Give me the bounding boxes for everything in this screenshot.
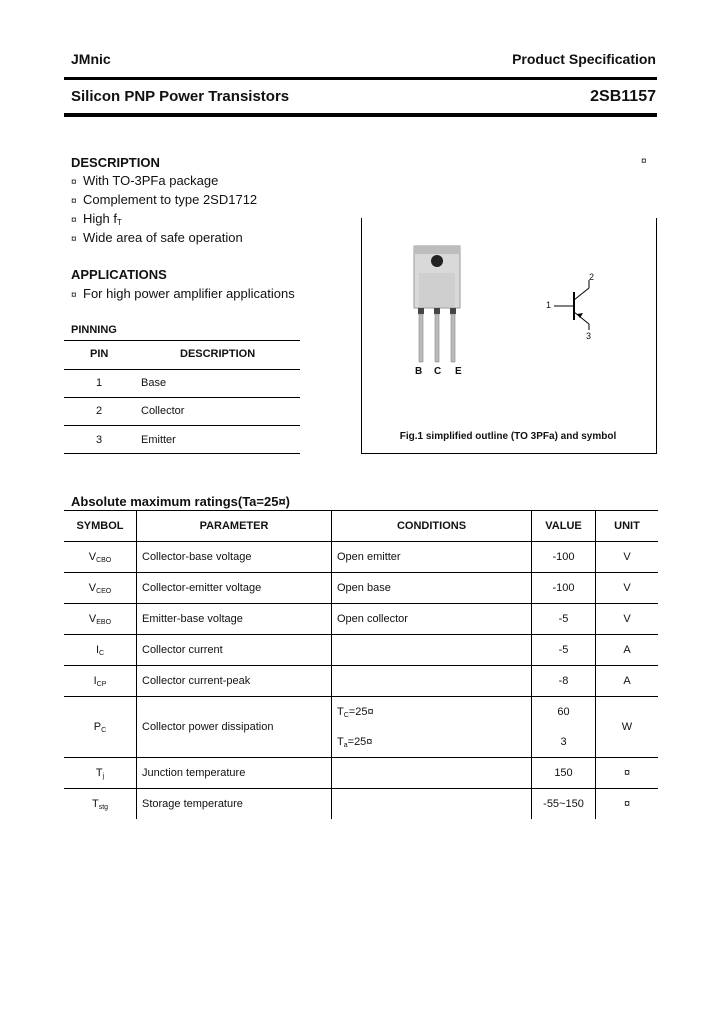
symbol-cell: $T_{stg}$: [64, 789, 137, 820]
table-row: [64, 758, 658, 789]
unit-cell: V: [596, 542, 659, 573]
table-header-row: [64, 511, 658, 542]
list-item: ¤ Complement to type 2SD1712: [71, 192, 258, 207]
description-heading: DESCRIPTION: [71, 155, 160, 170]
parameter-cell: Collector power dissipation: [137, 697, 332, 758]
pin-number: 1: [96, 377, 103, 389]
symbol-cell: $I_C$: [64, 635, 137, 666]
unit-cell: V: [596, 604, 659, 635]
table-rule: [64, 340, 300, 341]
bullet-icon: ¤: [71, 196, 77, 207]
unit-cell: ¤: [623, 798, 631, 810]
value-cell: -55~150: [532, 789, 596, 820]
doc-type: Product Specification: [512, 51, 656, 67]
bullet-icon: ¤: [71, 215, 77, 226]
unit-cell: V: [596, 573, 659, 604]
symbol-cell: $T_j$: [64, 758, 137, 789]
col-value: VALUE: [532, 511, 596, 542]
brand-name: JMnic: [71, 51, 111, 67]
pinning-heading: PINNING: [71, 324, 117, 336]
header-rule: [64, 77, 657, 80]
table-row: [64, 573, 658, 604]
symbol-pin-2: 2: [589, 272, 595, 282]
corner-mark: ¤: [641, 156, 647, 167]
parameter-cell: Junction temperature: [137, 758, 332, 789]
symbol-cell: $I_{CP}$: [64, 666, 137, 697]
value-cell: -100: [532, 542, 596, 573]
table-row: [64, 697, 658, 758]
pin-description: Base: [141, 377, 167, 389]
condition-tc: $T_C=25¤$: [337, 706, 374, 719]
conditions-cell: [332, 789, 532, 820]
lead-emitter: [451, 314, 455, 362]
conditions-cell: Open collector: [332, 604, 532, 635]
unit-cell: A: [596, 666, 659, 697]
conditions-cell: [332, 758, 532, 789]
table-row: [64, 604, 658, 635]
table-row: [64, 789, 658, 820]
title-rule: [64, 113, 657, 117]
pin-number: 3: [96, 434, 103, 446]
page-title: Silicon PNP Power Transistors: [71, 88, 290, 105]
value-cell: 150: [532, 758, 596, 789]
conditions-cell: [332, 666, 532, 697]
conditions-cell: [332, 635, 532, 666]
table-rule: [64, 453, 300, 454]
symbol-cell: $V_{CBO}$: [64, 542, 137, 573]
pin-number: 2: [96, 405, 103, 417]
condition-ta: $T_a=25¤$: [337, 736, 373, 749]
table-row: [64, 666, 658, 697]
lead-base: [419, 314, 423, 362]
lead-collector: [435, 314, 439, 362]
ratings-heading: Absolute maximum ratings(Ta=25¤): [71, 494, 291, 509]
lead-label-e: E: [455, 366, 462, 377]
col-conditions: CONDITIONS: [332, 511, 532, 542]
bullet-icon: ¤: [71, 234, 77, 245]
unit-cell: W: [596, 697, 659, 758]
table-row: [64, 542, 658, 573]
package-outline-figure: [361, 218, 655, 453]
table-rule: [64, 425, 300, 426]
symbol-cell: $V_{CEO}$: [64, 573, 137, 604]
parameter-cell: Collector-base voltage: [137, 542, 332, 573]
table-rule: [64, 369, 300, 370]
package-top: [414, 246, 460, 254]
part-number: 2SB1157: [590, 88, 656, 105]
pin-description: Emitter: [141, 434, 176, 446]
parameter-cell: Collector current: [137, 635, 332, 666]
package-face: [419, 273, 455, 307]
pin-col-header: PIN: [90, 348, 109, 360]
symbol-cell: $P_C$: [64, 697, 137, 758]
symbol-pin-3: 3: [586, 331, 592, 341]
table-row: [64, 635, 658, 666]
symbol-pin-1: 1: [546, 300, 552, 310]
value-cell: -5: [532, 604, 596, 635]
mounting-hole-icon: [431, 255, 443, 267]
list-item: ¤ Wide area of safe operation: [71, 230, 243, 245]
parameter-cell: Storage temperature: [137, 789, 332, 820]
pin-description: Collector: [141, 405, 185, 417]
bullet-icon: ¤: [71, 290, 77, 301]
col-unit: UNIT: [596, 511, 659, 542]
unit-cell: A: [596, 635, 659, 666]
desc-col-header: DESCRIPTION: [180, 348, 256, 360]
parameter-cell: Emitter-base voltage: [137, 604, 332, 635]
figure-caption: Fig.1 simplified outline (TO 3PFa) and symbol: [399, 431, 617, 442]
lead-label-c: C: [434, 366, 442, 377]
lead-label-b: B: [415, 366, 423, 377]
ratings-table: [64, 510, 658, 819]
parameter-cell: Collector current-peak: [137, 666, 332, 697]
bullet-icon: ¤: [71, 177, 77, 188]
conditions-cell: Open base: [332, 573, 532, 604]
parameter-cell: Collector-emitter voltage: [137, 573, 332, 604]
list-item: ¤ High fT: [71, 211, 122, 227]
value-cell: 60 3: [532, 697, 596, 758]
symbol-cell: $V_{EBO}$: [64, 604, 137, 635]
list-item: ¤ For high power amplifier applications: [71, 286, 295, 301]
col-parameter: PARAMETER: [137, 511, 332, 542]
conditions-cell: Open emitter: [332, 542, 532, 573]
value-cell: -8: [532, 666, 596, 697]
table-rule: [64, 397, 300, 398]
conditions-cell: [332, 697, 532, 758]
unit-cell: ¤: [596, 758, 659, 789]
applications-heading: APPLICATIONS: [71, 267, 167, 282]
col-symbol: SYMBOL: [64, 511, 137, 542]
list-item: ¤ With TO-3PFa package: [71, 173, 219, 188]
value-cell: -5: [532, 635, 596, 666]
value-cell: -100: [532, 573, 596, 604]
